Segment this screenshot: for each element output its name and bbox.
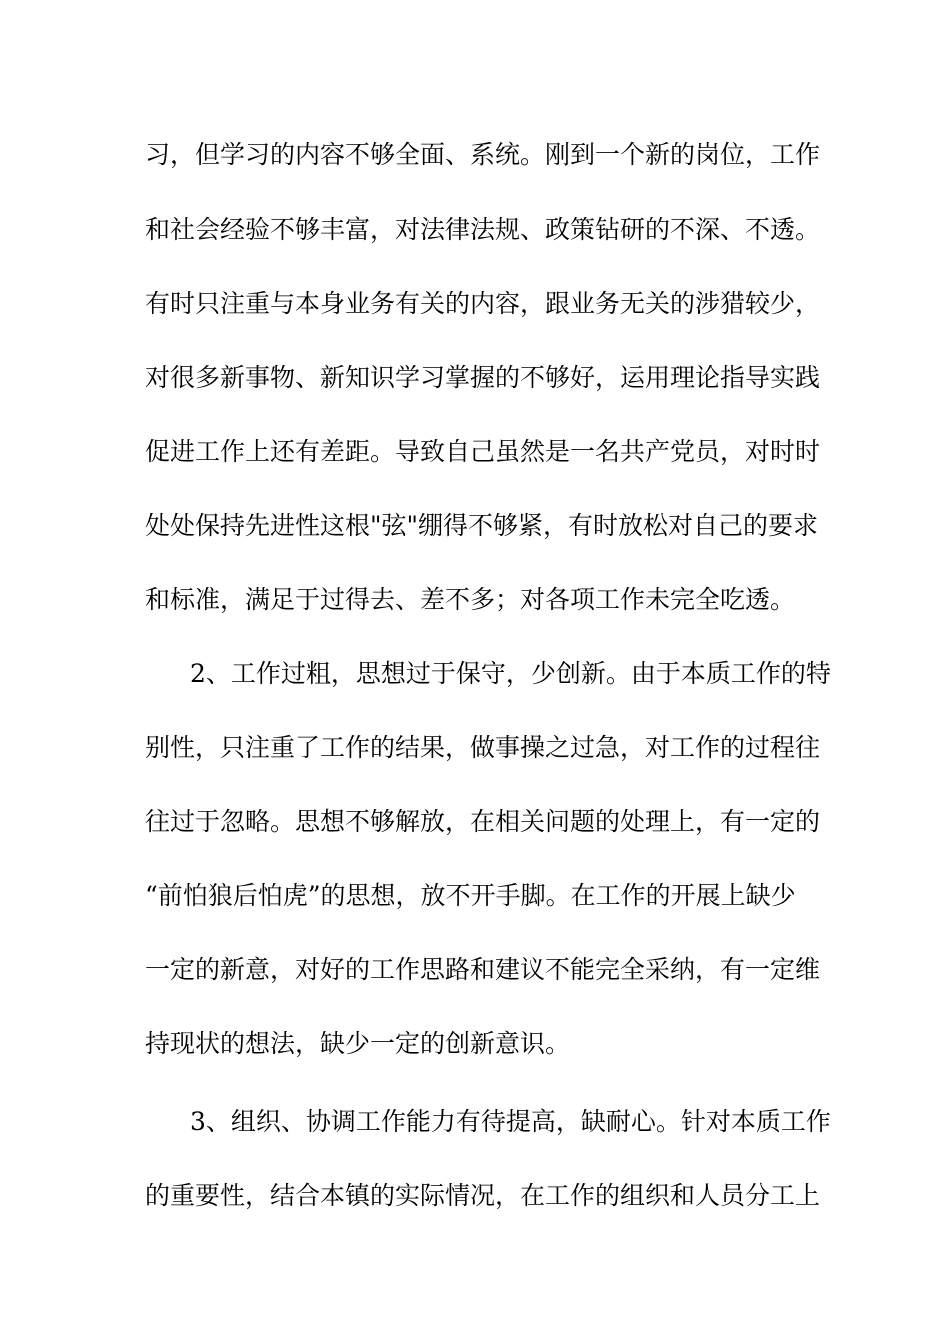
text-line: 和标准，满足于过得去、差不多；对各项工作未完全吃透。 [145,585,796,614]
text-line: 处处保持先进性这根"弦"绷得不够紧，有时放松对自己的要求 [145,511,819,540]
text-line: 有时只注重与本身业务有关的内容，跟业务无关的涉猎较少， [145,289,821,318]
text-line: 对很多新事物、新知识学习掌握的不够好，运用理论指导实践 [145,363,821,392]
text-line: 别性，只注重了工作的结果，做事操之过急，对工作的过程往 [145,733,821,762]
text-line: 往过于忽略。思想不够解放，在相关问题的处理上，有一定的 [145,807,821,836]
text-line: 促进工作上还有差距。导致自己虽然是一名共产党员，对时时 [145,437,821,466]
paragraph-start-line: 2、工作过粗，思想过于保守，少创新。由于本质工作的特 [190,659,831,688]
text-line: 习，但学习的内容不够全面、系统。刚到一个新的岗位，工作 [145,140,821,169]
text-line: 的重要性，结合本镇的实际情况，在工作的组织和人员分工上 [145,1181,821,1210]
text-line: 一定的新意，对好的工作思路和建议不能完全采纳，有一定维 [145,955,821,984]
paragraph-start-line: 3、组织、协调工作能力有待提高，缺耐心。针对本质工作 [190,1107,831,1136]
text-line: “前怕狼后怕虎”的思想，放不开手脚。在工作的开展上缺少 [145,881,796,910]
text-line: 和社会经验不够丰富，对法律法规、政策钻研的不深、不透。 [145,215,821,244]
text-line: 持现状的想法，缺少一定的创新意识。 [145,1029,571,1058]
